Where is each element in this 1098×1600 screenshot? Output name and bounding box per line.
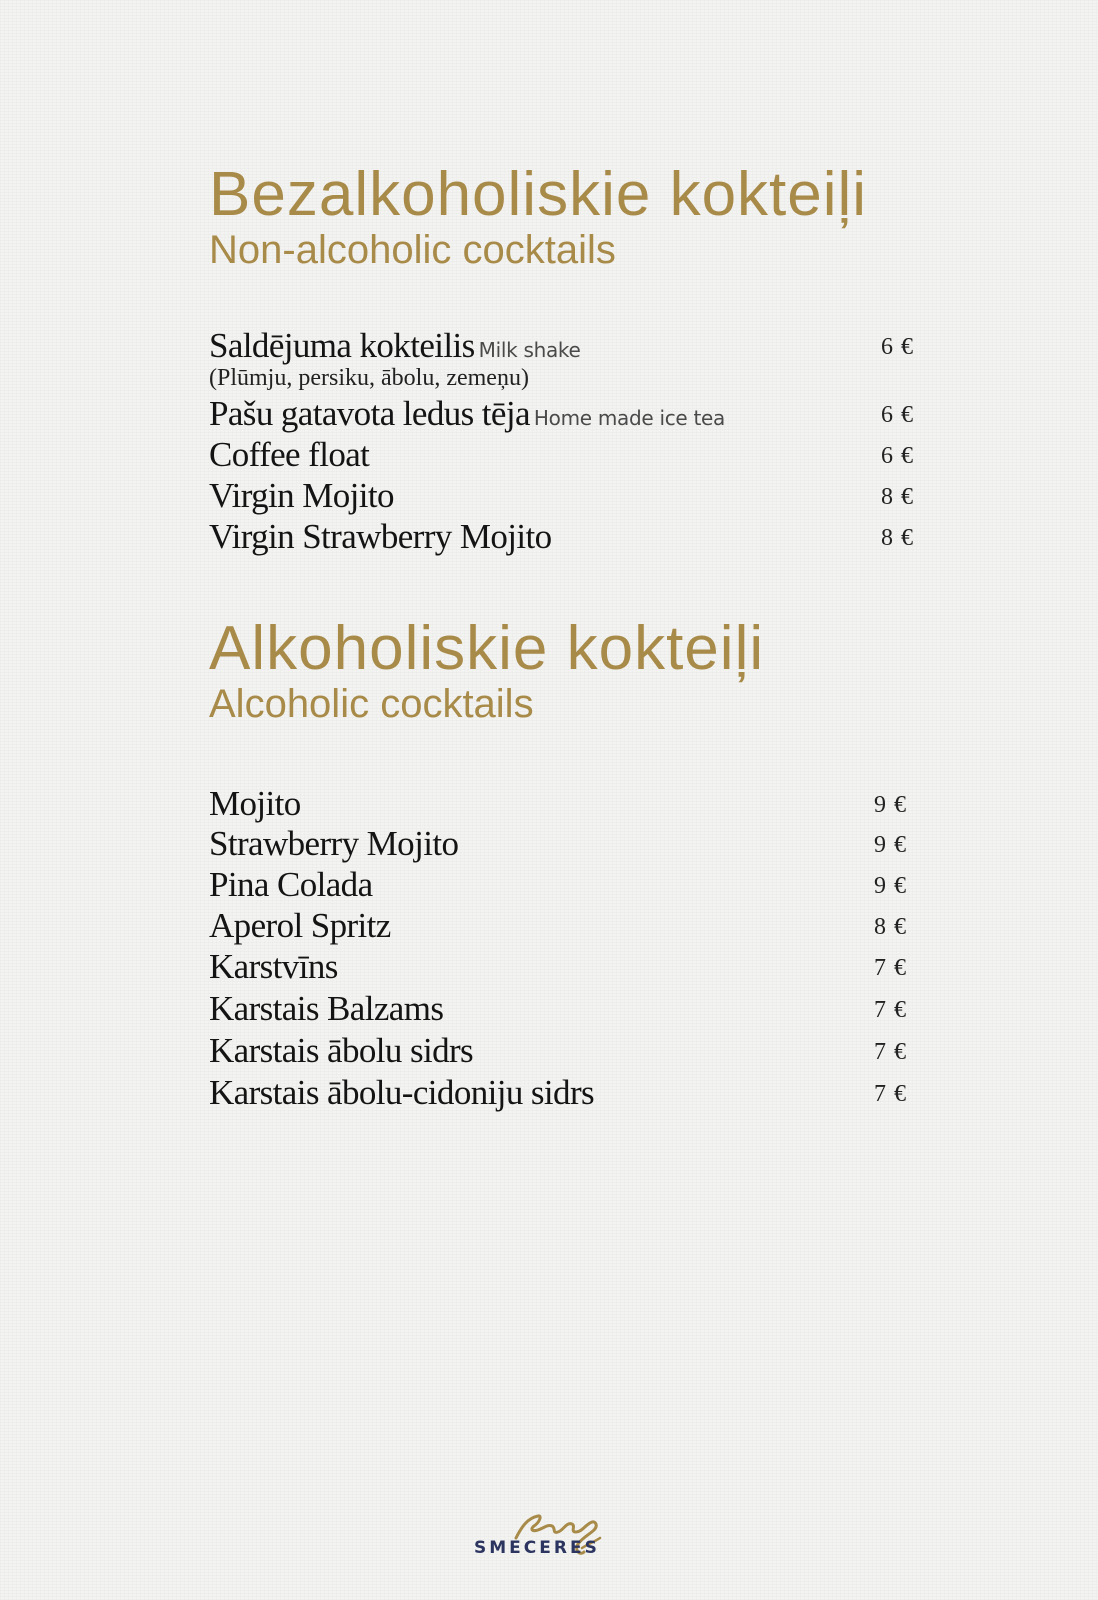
item-price: 9 € xyxy=(874,832,907,858)
item-price: 7 € xyxy=(874,1039,907,1065)
item-price: 6 € xyxy=(881,443,914,469)
item-description: (Plūmju, persiku, ābolu, zemeņu) xyxy=(209,365,529,391)
item-price: 6 € xyxy=(881,334,914,360)
item-price: 6 € xyxy=(881,402,914,428)
menu-item xyxy=(209,394,929,434)
menu-item xyxy=(209,947,929,987)
menu-item xyxy=(209,1031,929,1071)
menu-item xyxy=(209,865,929,905)
item-price: 8 € xyxy=(881,525,914,551)
item-price: 7 € xyxy=(874,955,907,981)
item-name: Karstais ābolu-cidoniju sidrs xyxy=(209,1073,595,1112)
menu-item xyxy=(209,906,929,946)
menu-item xyxy=(209,435,929,475)
item-name: Karstais ābolu sidrs xyxy=(209,1031,474,1070)
item-price: 7 € xyxy=(874,1081,907,1107)
item-name-english: Milk shake xyxy=(478,338,581,362)
menu-item xyxy=(209,784,929,824)
item-name: Virgin Strawberry Mojito xyxy=(209,517,552,556)
item-name: Mojito xyxy=(209,784,301,823)
item-name: Strawberry Mojito xyxy=(209,824,459,863)
item-name-english: Home made ice tea xyxy=(533,406,725,430)
brand-logo xyxy=(470,1508,620,1568)
item-name: Aperol Spritz xyxy=(209,906,391,945)
logo-text: SMECERES xyxy=(474,1538,600,1558)
item-price: 9 € xyxy=(874,873,907,899)
item-name: Karstvīns xyxy=(209,947,338,986)
section-alcoholic xyxy=(209,614,929,1112)
item-name: Pašu gatavota ledus tēja xyxy=(209,394,530,433)
item-name: Saldējuma kokteilis xyxy=(209,326,475,365)
menu-item xyxy=(209,824,929,864)
menu-item xyxy=(209,326,929,366)
section-subtitle: Non-alcoholic cocktails xyxy=(209,228,616,272)
item-price: 8 € xyxy=(874,914,907,940)
menu-item xyxy=(209,476,929,516)
item-name: Virgin Mojito xyxy=(209,476,394,515)
section-title: Bezalkoholiskie kokteiļi xyxy=(209,160,868,229)
section-subtitle: Alcoholic cocktails xyxy=(209,682,534,726)
section-title: Alkoholiskie kokteiļi xyxy=(209,614,765,683)
menu-item xyxy=(209,1073,929,1113)
section-non-alcoholic xyxy=(209,160,929,556)
item-name: Karstais Balzams xyxy=(209,989,444,1028)
item-price: 9 € xyxy=(874,792,907,818)
item-name: Pina Colada xyxy=(209,865,373,904)
item-price: 7 € xyxy=(874,997,907,1023)
menu-item xyxy=(209,517,929,557)
item-price: 8 € xyxy=(881,484,914,510)
item-name: Coffee float xyxy=(209,435,370,474)
menu-item xyxy=(209,989,929,1029)
